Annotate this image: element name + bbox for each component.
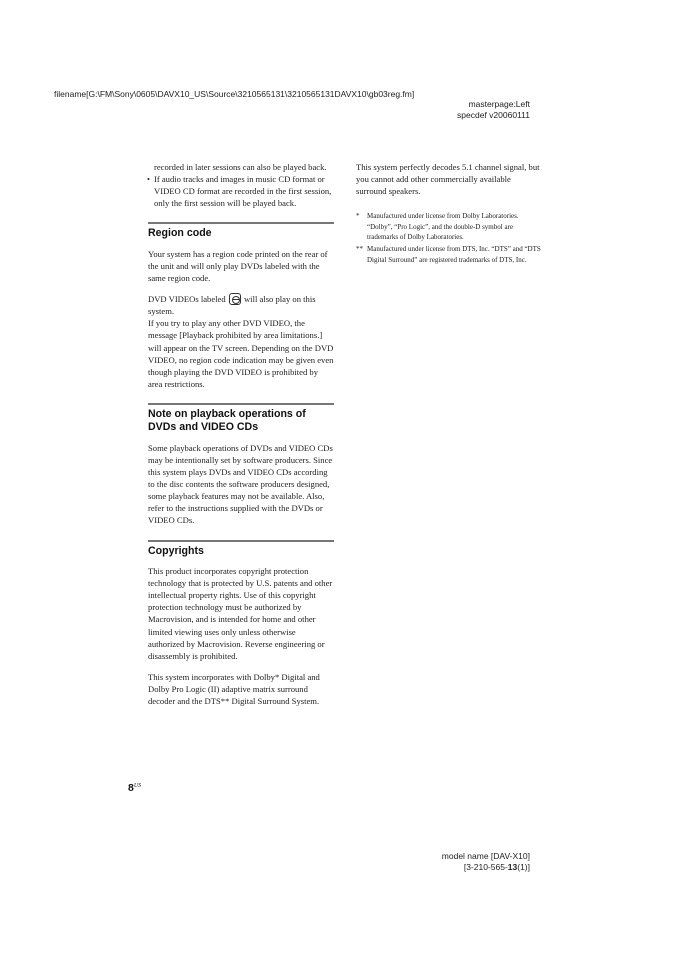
- region-paragraph-2-end: will also play on this system.: [148, 294, 316, 317]
- page-number: [128, 782, 141, 794]
- section-heading-copyrights: Copyrights: [148, 544, 204, 557]
- footer-part-suffix: (1)]: [517, 862, 530, 872]
- section-header-playback: [148, 403, 334, 435]
- footnote-dolby-line-1: Manufactured under license from Dolby Laboratories.: [367, 212, 519, 221]
- header-specdef: specdef v20060111: [457, 110, 530, 120]
- header-masterpage: masterpage:Left: [468, 99, 530, 109]
- footnote-mark: **: [356, 245, 363, 254]
- copyrights-paragraph-2: This system incorporates with Dolby* Digital and Dolby Pro Logic (II) adaptive matrix surround decoder and the DTS** Digital Surround System.: [148, 671, 320, 706]
- section-heading-region-code: Region code: [148, 227, 212, 240]
- surround-paragraph: This system perfectly decodes 5.1 channel signal, but you cannot add other commercially available surround speakers.: [356, 162, 540, 197]
- footer-model-name: model name [DAV-X10]: [441, 851, 530, 861]
- footnotes: [356, 211, 542, 265]
- section-heading-playback-operations: Note on playback operations of DVDs and VIDEO CDs: [148, 407, 306, 434]
- playback-paragraph: Some playback operations of DVDs and VIDEO CDs may be intentionally set by software producers. Since this system plays DVDs and VIDEO CDs according to the disc contents the software producers designed, some playback features may not be available. Also, refer to the instructions supplied with the DVDs or VIDEO CDs.: [148, 442, 333, 526]
- bullet-dot-icon: •: [147, 174, 151, 185]
- section-header-region: [148, 222, 334, 241]
- bullet-text: If audio tracks and images in music CD format or VIDEO CD format are recorded in the first session, only the first session will be played back.: [154, 174, 332, 209]
- continued-bullet-text: recorded in later sessions can also be played back.: [154, 162, 327, 172]
- section-body-region: [148, 248, 334, 390]
- footer-part-bold: 13: [507, 862, 518, 872]
- region-paragraph-2-start: DVD VIDEOs labeled: [148, 294, 226, 305]
- footnote-text: [367, 211, 542, 243]
- region-paragraph-2: [148, 293, 334, 317]
- copyrights-paragraph-1: This product incorporates copyright protection technology that is protected by U.S. patents and other intellectual property rights. Use of this copyright protection technology must be authorized by Macrovision, and is intended for home and other limited viewing uses only unless otherwise authorized by Macrovision. Reverse engineering or disassembly is prohibited.: [148, 566, 333, 661]
- footnote-dts: [356, 244, 542, 265]
- page-number-suffix: US: [133, 783, 142, 789]
- section-body-copyrights: [148, 565, 334, 707]
- section-body-playback: [148, 442, 334, 527]
- footer-part-number: [464, 862, 530, 872]
- header-filename: filename[G:\FM\Sony\0605\DAVX10_US\Source\3210565131\3210565131DAVX10\gb03reg.fm]: [54, 89, 415, 99]
- region-paragraph-1: Your system has a region code printed on the rear of the unit and will only play DVDs labeled with the same region code.: [148, 248, 328, 284]
- region-paragraph-3: If you try to play any other DVD VIDEO, the message [Playback prohibited by area limitations.] will appear on the TV screen. Depending on the DVD VIDEO, no region code indication may be given even though playing the DVD VIDEO is prohibited by area restrictions.: [148, 318, 334, 389]
- section-header-copyrights: [148, 540, 334, 559]
- bullet-list: [148, 173, 334, 209]
- footnote-mark: *: [356, 212, 360, 221]
- right-column: [356, 161, 542, 265]
- footnote-dolby-line-2: “Dolby”, “Pro Logic”, and the double-D symbol are trademarks of Dolby Laboratories.: [367, 222, 513, 242]
- footer-part-prefix: [3-210-565-: [463, 862, 508, 872]
- page-number-value: 8: [128, 782, 134, 794]
- footnote-dolby: [356, 211, 542, 243]
- bullet-item: [148, 173, 334, 209]
- region-all-dvd-icon: [229, 293, 241, 305]
- footnote-text: Manufactured under license from DTS, Inc. “DTS” and “DTS Digital Surround” are registered trademarks of DTS, Inc.: [367, 245, 541, 264]
- left-column: [148, 161, 334, 707]
